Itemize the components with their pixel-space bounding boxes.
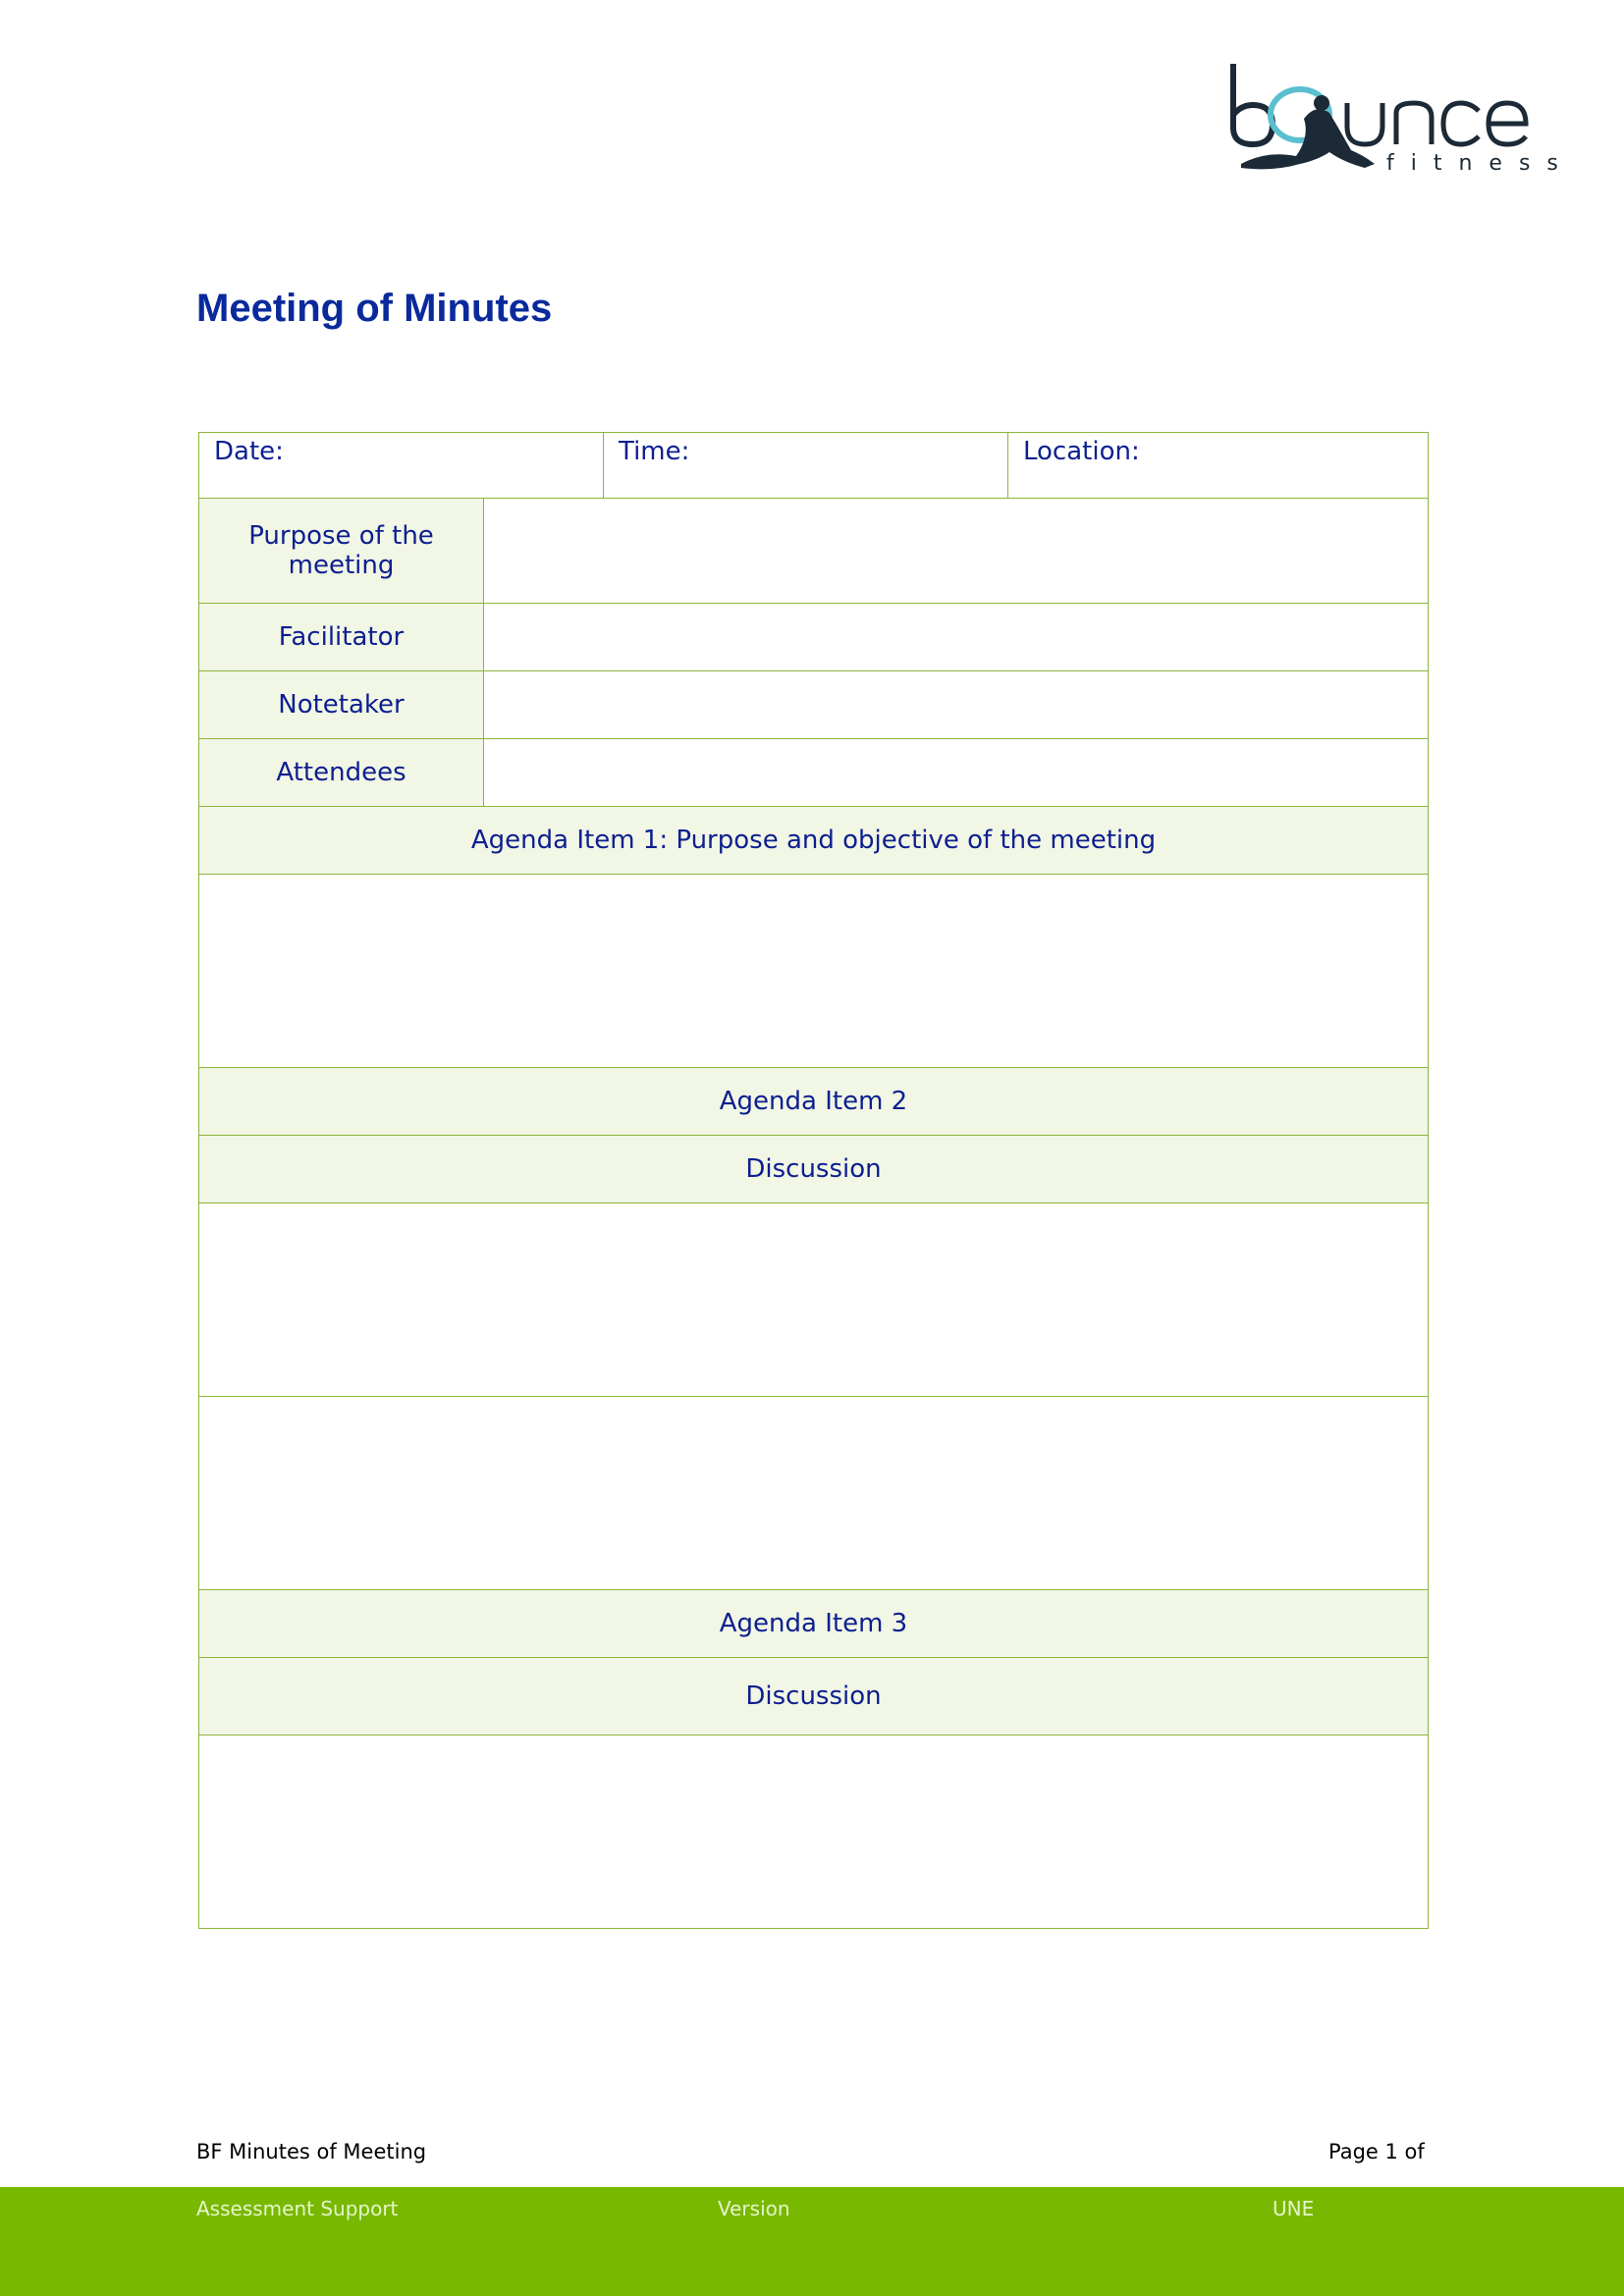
agenda-item-1-notes[interactable] [199, 875, 1429, 1068]
agenda-item-3-discussion-heading: Discussion [199, 1658, 1429, 1735]
minutes-table [198, 432, 1429, 1929]
facilitator-row [199, 604, 1429, 671]
footer-assessment-support: Assessment Support [196, 2197, 399, 2220]
agenda-item-1-notes-row [199, 875, 1429, 1068]
location-label: Location: [1023, 437, 1140, 466]
date-field[interactable] [199, 433, 604, 499]
agenda-item-3-notes[interactable] [199, 1735, 1429, 1929]
attendees-label: Attendees [199, 739, 484, 807]
notetaker-row [199, 671, 1429, 739]
agenda-item-3-heading: Agenda Item 3 [199, 1590, 1429, 1658]
agenda-item-3-discussion-row [199, 1658, 1429, 1735]
location-field[interactable] [1008, 433, 1429, 499]
agenda-item-2-row [199, 1068, 1429, 1136]
footer-page-number: Page 1 of [1328, 2140, 1425, 2163]
facilitator-label: Facilitator [199, 604, 484, 671]
time-label: Time: [619, 437, 690, 466]
notetaker-label: Notetaker [199, 671, 484, 739]
agenda-item-2-discussion-heading: Discussion [199, 1136, 1429, 1203]
purpose-input[interactable] [484, 499, 1429, 604]
agenda-item-1-row [199, 807, 1429, 875]
bounce-fitness-logo [1227, 54, 1571, 182]
attendees-input[interactable] [484, 739, 1429, 807]
notetaker-input[interactable] [484, 671, 1429, 739]
agenda-item-3-row [199, 1590, 1429, 1658]
header-row [199, 433, 1429, 499]
time-field[interactable] [604, 433, 1008, 499]
page-title: Meeting of Minutes [196, 287, 553, 330]
footer-doc-name: BF Minutes of Meeting [196, 2140, 427, 2163]
logo-subtitle: fitness [1386, 151, 1571, 176]
footer-une: UNE [1272, 2197, 1315, 2220]
facilitator-input[interactable] [484, 604, 1429, 671]
agenda-item-2-heading: Agenda Item 2 [199, 1068, 1429, 1136]
attendees-row [199, 739, 1429, 807]
agenda-item-2-discussion-row [199, 1136, 1429, 1203]
purpose-label: Purpose of the meeting [199, 499, 484, 604]
footer-version: Version [718, 2197, 790, 2220]
purpose-row [199, 499, 1429, 604]
agenda-item-2-notes-row-a [199, 1203, 1429, 1397]
date-label: Date: [214, 437, 284, 466]
agenda-item-3-notes-row [199, 1735, 1429, 1929]
agenda-item-2-notes-row-b [199, 1397, 1429, 1590]
footer-bar [0, 2187, 1624, 2296]
agenda-item-2-notes-b[interactable] [199, 1397, 1429, 1590]
agenda-item-2-notes-a[interactable] [199, 1203, 1429, 1397]
minutes-form [198, 432, 1428, 1929]
agenda-item-1-heading: Agenda Item 1: Purpose and objective of the meeting [199, 807, 1429, 875]
